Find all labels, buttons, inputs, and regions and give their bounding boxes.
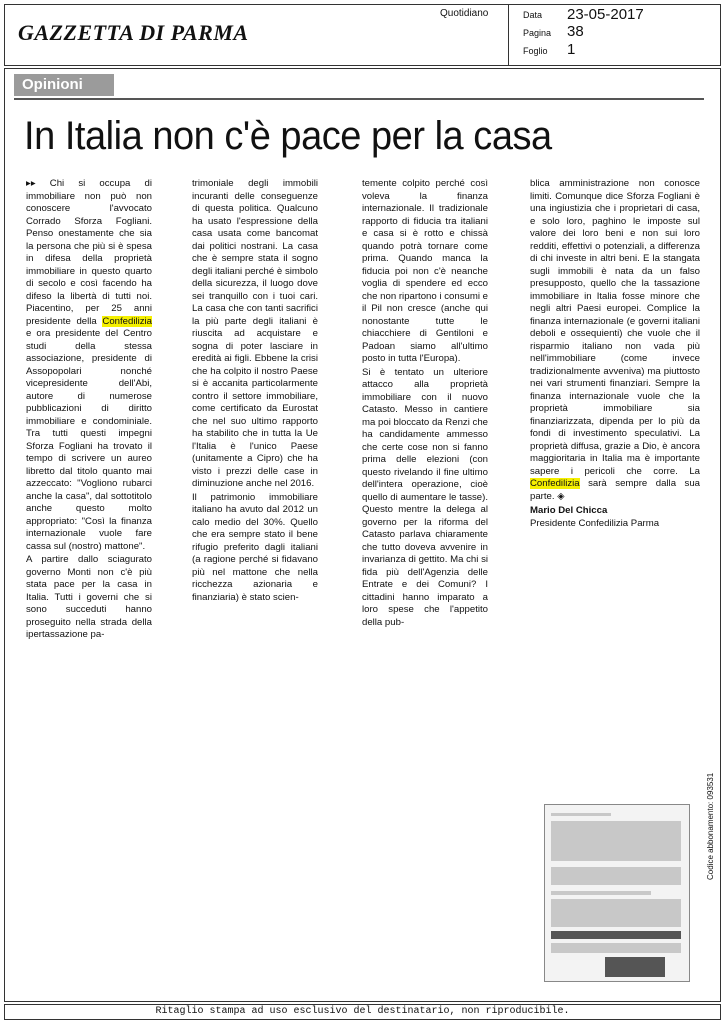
meta-label-pagina: Pagina	[523, 28, 552, 38]
section-tag: Opinioni	[14, 74, 114, 96]
masthead: GAZZETTA DI PARMA	[18, 20, 249, 45]
highlighted-term: Confedilizia	[102, 315, 152, 327]
publication-type: Quotidiano	[440, 8, 489, 19]
article-column-4	[530, 178, 700, 530]
article-column-1	[26, 178, 152, 643]
meta-box	[508, 4, 721, 66]
footer-disclaimer: Ritaglio stampa ad uso esclusivo del destinatario, non riproducibile.	[4, 1004, 721, 1020]
meta-value-pagina: 38	[567, 23, 584, 40]
paragraph: A partire dallo sciagurato governo Monti non c'è più stata pace per la casa in Italia. Tutti i governi che si sono succeduti hanno proseguito nella strada della ipertassazione pa-	[26, 554, 152, 640]
paragraph: ▸▸ Chi si occupa di immobiliare non può non conoscere l'avvocato Corrado Sforza Fogliani. Penso onestamente che sia la persona che più si è spesa in difesa della proprietà immobiliare in questo quarto di secolo e così facendo ha difeso la libertà di tutti noi. Piacentino, per 25 anni presidente della Confedilizia e ora presidente del Centro studi della stessa associazione, presidente di Assopopolari nonché vicepresidente dell'Abi, autore di numerose pubblicazioni di diritto immobiliare e condominiale. Tra tutti questi impegni Sforza Fogliani ha trovato il tempo di scrivere un aureo libretto dal titolo quanto mai azzeccato: "Vogliono rubarci anche la casa", dal sottotitolo anche questo molto appropriato: "Così la finanza internazionale vuole fare cassa sul (nostro) mattone".	[26, 178, 152, 552]
page-thumbnail	[544, 804, 690, 982]
article-column-3	[362, 178, 488, 630]
meta-value-data: 23-05-2017	[567, 6, 644, 23]
paragraph: Si è tentato un ulteriore attacco alla proprietà immobiliare con il nuovo Catasto. Messo in cantiere ma poi bloccato da Renzi che ha candidamente ammesso che certe cose non si fanno prima delle elezioni (con questo rivelando il fine ultimo dell'intera operazione, cioè quello di aumentare le tasse). Questo mentre la delega al governo per la riforma del Catasto parlava chiaramente che tutto doveva avvenire in invarianza di gettito. Ma chi si fida più dell'Agenzia delle Entrate e dei Comuni? I cittadini hanno imparato a loro spese che l'appetito della pub-	[362, 366, 488, 628]
article-column-2	[192, 178, 318, 605]
author-role: Presidente Confedilizia Parma	[530, 517, 660, 529]
headline: In Italia non c'è pace per la casa	[24, 114, 552, 158]
highlighted-term: Confedilizia	[530, 478, 580, 489]
section-divider	[14, 98, 704, 100]
meta-label-foglio: Foglio	[523, 46, 548, 56]
author-name: Mario Del Chicca	[530, 505, 608, 516]
meta-label-data: Data	[523, 10, 543, 20]
paragraph: blica amministrazione non conosce limiti. Comunque dice Sforza Fogliani è una ingiustizia che i proprietari di casa, e solo loro, paghino le imposte sul valore dei loro beni e non sui loro redditi, effettivi o potenziali, a differenza di chi investe in altri beni. E la stangata sugli immobili è nata da un falso presupposto, quello che la tassazione immobiliare in Italia fosse minore che negli altri Paesi europei. Complice la finanza internazionale (e governi italiani deboli e ossequienti) che vuole che il risparmio italiano non vada più nell'immobiliare (come invece tradizionalmente avveniva) ma piuttosto nei vari strumenti finanziari. Sempre la finanza internazionale vuole che la proprietà immobiliare sia finanziarizzata, dipenda per lo più da fondi di investimento speculativi. La proprietà diffusa, grazie a Dio, è ancora maggioritaria in Italia ma è importante sapere i pericoli che corre. La Confedilizia sarà sempre dalla sua parte. ◈	[530, 178, 700, 502]
meta-value-foglio: 1	[567, 41, 576, 58]
paragraph: trimoniale degli immobili incuranti delle conseguenze di questa politica. Qualcuno ha usato l'espressione della casa usata come bancomat dai politici nostrani. La casa che è sempre stata il sogno degli italiani perché è simbolo della sicurezza, il luogo dove sei tranquillo con i tuoi cari. La casa che con tanti sacrifici la più parte degli italiani è riuscita ad acquistare e sogna di poter lasciare in eredità ai figli. Ebbene la crisi che ha colpito il nostro Paese si è accanita particolarmente contro il settore immobiliare, come certificato da Eurostat che nel suo ultimo rapporto ha stabilito che in tutta la Ue l'Italia è l'unico Paese (unitamente a Cipro) che ha visto i prezzi delle case in diminuzione anche nel 2016.	[192, 178, 318, 489]
paragraph: temente colpito perché così voleva la finanza internazionale. Il tradizionale rapporto di fiducia tra italiani e casa si è rotto e chissà quando potrà tornare come prima. Quando manca la fiducia poi non c'è neanche voglia di spendere ed ecco che non ripartono i consumi e il Pil non cresce (anche qui nonostante tutte le chiacchiere di Gentiloni e Padoan siamo all'ultimo posto in tutta l'Europa).	[362, 178, 488, 364]
subscription-code: Codice abbonamento: 093531	[706, 772, 715, 880]
paragraph: Il patrimonio immobiliare italiano ha avuto dal 2012 un calo medio del 30%. Quello che era sempre stato il bene rifugio preferito dagli italiani (a ragione perché si fidavano più nel mattone che nella ricchezza azionaria e finanziaria) è stato scien-	[192, 491, 318, 603]
